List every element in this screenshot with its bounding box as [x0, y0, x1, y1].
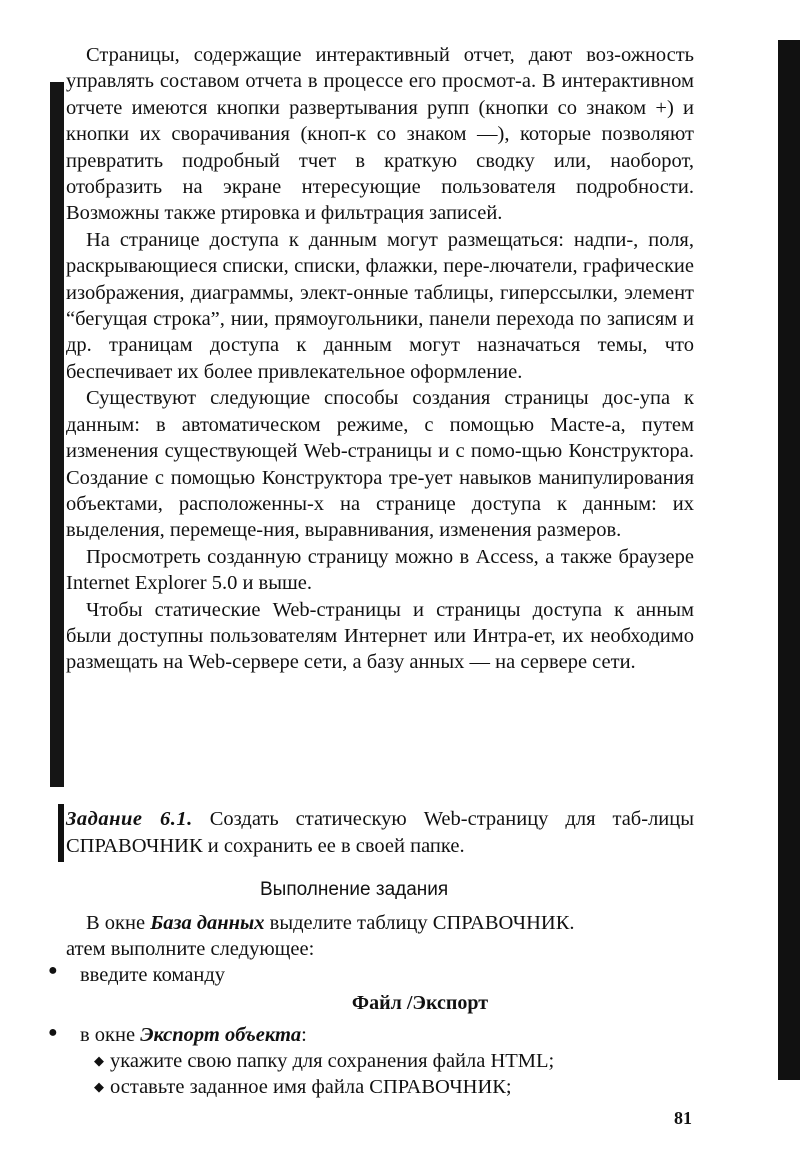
step2-suffix: : — [301, 1024, 307, 1046]
execution-intro — [66, 910, 694, 936]
intro-prefix: В окне — [86, 912, 151, 934]
execution-heading: Выполнение задания — [260, 879, 449, 900]
menu-command: Файл /Экспорт — [351, 992, 489, 1014]
sub-item-text: оставьте заданное имя файла СПРАВОЧНИК; — [110, 1076, 512, 1098]
left-margin-scan-edge — [50, 82, 64, 787]
export-window-name: Экспорт объекта — [140, 1024, 302, 1046]
bullet-icon: ● — [48, 962, 58, 979]
step-enter-command: введите команду — [80, 964, 226, 986]
binding-shadow — [778, 40, 800, 1080]
diamond-bullet-icon: ◆ — [94, 1053, 104, 1068]
task-marker-bar — [58, 804, 64, 862]
body-text — [66, 42, 694, 676]
step2-prefix: в окне — [80, 1024, 141, 1046]
page-number: 81 — [674, 1108, 692, 1128]
execution-intro-line2: атем выполните следующее: — [66, 938, 315, 960]
paragraph: Страницы, содержащие интерактивный отчет, дают воз-ожность управлять составом отчета в процессе его просмот-а. В интерактивном отчете имеются кнопки развертывания рупп (кнопки со знаком +) и кнопки их сворачивания (кноп-к со знаком —), которые позволяют превратить подробный тчет в краткую сводку или, наоборот, отобразить на экране нтересующие пользователя подробности. Возможны также ртировка и фильтрация записей. — [66, 44, 694, 225]
bullet-icon: ● — [48, 1024, 58, 1041]
paragraph: Существуют следующие способы создания страницы дос-упа к данным: в автоматическом режиме, с помощью Масте-а, путем изменения существующей Web-страницы и с помо-щью Конструктора. Создание с помощью Конструктора тре-ует навыков манипулирования объектами, расположенны-х на странице доступа к данным: их выделения, перемеще-ния, выравнивания, изменения размеров. — [66, 387, 694, 542]
paragraph: Чтобы статические Web-страницы и страницы доступа к анным были доступны пользователям Интернет или Интра-ет, их необходимо размещать на Web-сервере сети, а базу анных — на сервере сети. — [66, 598, 694, 674]
paragraph: На странице доступа к данным могут размещаться: надпи-, поля, раскрывающиеся списки, списки, флажки, пере-лючатели, графические изображения, диаграммы, элект-онные таблицы, гиперссылки, элемент “бегущая строка”, нии, прямоугольники, панели перехода по записям и др. траницам доступа к данным могут назначаться темы, что беспечивает их более привлекательное оформление. — [66, 228, 694, 383]
sub-item — [94, 1074, 512, 1100]
intro-window-name: База данных — [150, 912, 265, 934]
sub-item — [94, 1048, 554, 1074]
paragraph: Просмотреть созданную страницу можно в Access, а также браузере Internet Explorer 5.0 и выше. — [66, 545, 694, 595]
intro-suffix: выделите таблицу СПРАВОЧНИК. — [264, 912, 575, 934]
sub-item-text: укажите свою папку для сохранения файла HTML; — [110, 1050, 555, 1072]
diamond-bullet-icon: ◆ — [94, 1079, 104, 1094]
task-label: Задание 6.1. — [66, 808, 193, 830]
task-block — [66, 806, 694, 860]
step-export-window — [80, 1022, 680, 1048]
task-text: Создать статическую Web-страницу для таб-лицы СПРАВОЧНИК и сохранить ее в своей папке. — [66, 808, 695, 857]
